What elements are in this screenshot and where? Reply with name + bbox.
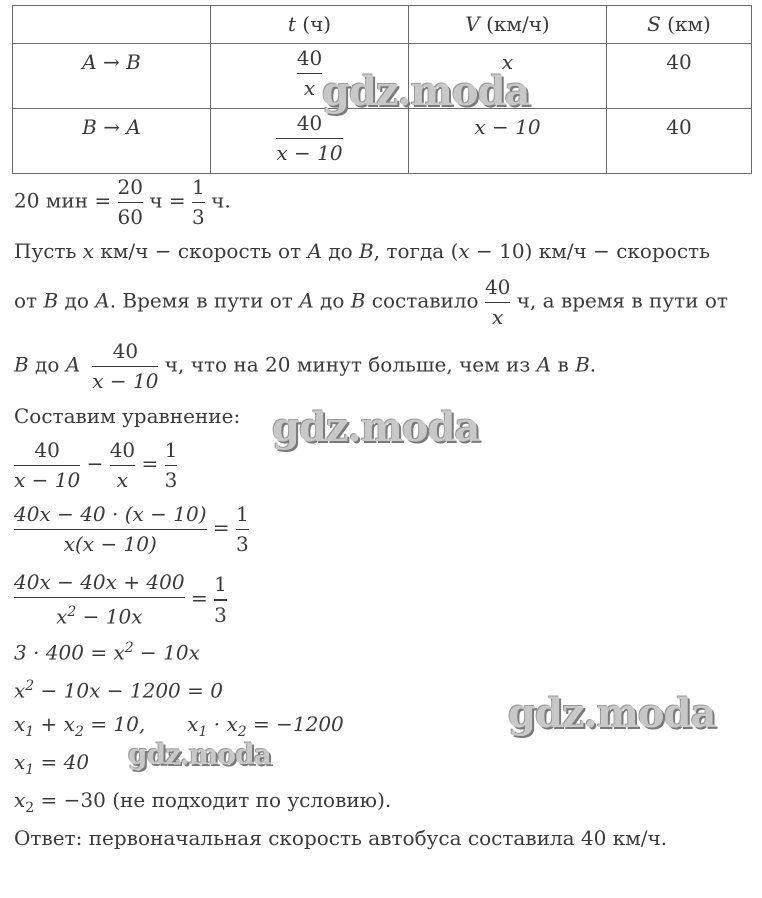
equation-3: $\frac{40x - 40x + 400}{x^2 - 10x}$ = $\frac{1}{3}$: [14, 570, 227, 629]
equation-1: $\frac{40}{x - 10}$ − $\frac{40}{x}$ = $\frac{1}{3}$: [14, 438, 178, 493]
equation-2-fraction-rhs: $\frac{1}{3}$: [236, 502, 249, 557]
equation-4: $3 \cdot 400 = x^2 - 10x$: [14, 640, 200, 665]
watermark: gdz.moda: [508, 690, 716, 737]
equation-5: $x^2 - 10x - 1200 = 0$: [14, 678, 223, 703]
fraction-20-60: $\frac{20}{60}$: [117, 175, 143, 230]
header-time: t (ч): [211, 6, 409, 44]
equation-3-fraction-rhs: $\frac{1}{3}$: [214, 572, 227, 627]
distance-cell: 40: [607, 44, 752, 109]
equation-2: $\frac{40x - 40 \cdot (x - 10)}{x(x - 10)}$ = $\frac{1}{3}$: [14, 502, 249, 557]
speed-cell: x: [409, 44, 607, 109]
equation-2-fraction: $\frac{40x - 40 \cdot (x - 10)}{x(x - 10)}$: [14, 502, 207, 557]
fraction-1-3: $\frac{1}{3}$: [192, 175, 205, 230]
time-fraction: $\frac{40}{x}$: [296, 46, 323, 101]
equation-3-fraction: $\frac{40x - 40x + 400}{x^2 - 10x}$: [14, 570, 185, 629]
equation-1-fraction-b: $\frac{40}{x}$: [109, 438, 136, 493]
equation-6: $x_1 + x_2 = 10$, $x_1 \cdot x_2 = -1200$: [14, 712, 344, 740]
answer: Ответ: первоначальная скорость автобуса составила 40 км/ч.: [14, 826, 668, 850]
watermark: gdz.moda: [322, 68, 530, 115]
header-empty: [13, 6, 211, 44]
distance-cell: 40: [607, 109, 752, 174]
compose-heading: Составим уравнение:: [14, 404, 241, 428]
table-header-row: [13, 6, 752, 44]
watermark: gdz.moda: [128, 738, 271, 771]
time-fraction: $\frac{40}{x - 10}$: [276, 111, 343, 166]
text-line-1: Пусть x км/ч − скорость от A до B, тогда (x − 10) км/ч − скорость: [14, 239, 710, 263]
text-line-2: от B до A. Время в пути от A до B составило $\frac{40}{x}$ ч, а время в пути от: [14, 275, 728, 330]
equation-8: $x_2 = -30$ (не подходит по условию).: [14, 788, 392, 816]
time-cell: [211, 109, 409, 174]
header-speed: V (км/ч): [409, 6, 607, 44]
fraction-40-x-10: $\frac{40}{x - 10}$: [92, 339, 159, 394]
route-cell: B → A: [13, 109, 211, 174]
route-cell: A → B: [13, 44, 211, 109]
equation-7: $x_1 = 40$: [14, 750, 90, 778]
speed-cell: x − 10: [409, 109, 607, 174]
header-distance: S (км): [607, 6, 752, 44]
table-row: [13, 109, 752, 174]
fraction-40-x: $\frac{40}{x}$: [484, 275, 511, 330]
watermark: gdz.moda: [272, 404, 480, 451]
text-line-3: B до A $\frac{40}{x - 10}$ ч, что на 20 минут больше, чем из A в B.: [14, 339, 597, 394]
time-conversion: 20 мин = $\frac{20}{60}$ ч = $\frac{1}{3}$ ч.: [14, 175, 231, 230]
equation-1-fraction-a: $\frac{40}{x - 10}$: [14, 438, 81, 493]
equation-1-fraction-c: $\frac{1}{3}$: [164, 438, 178, 493]
